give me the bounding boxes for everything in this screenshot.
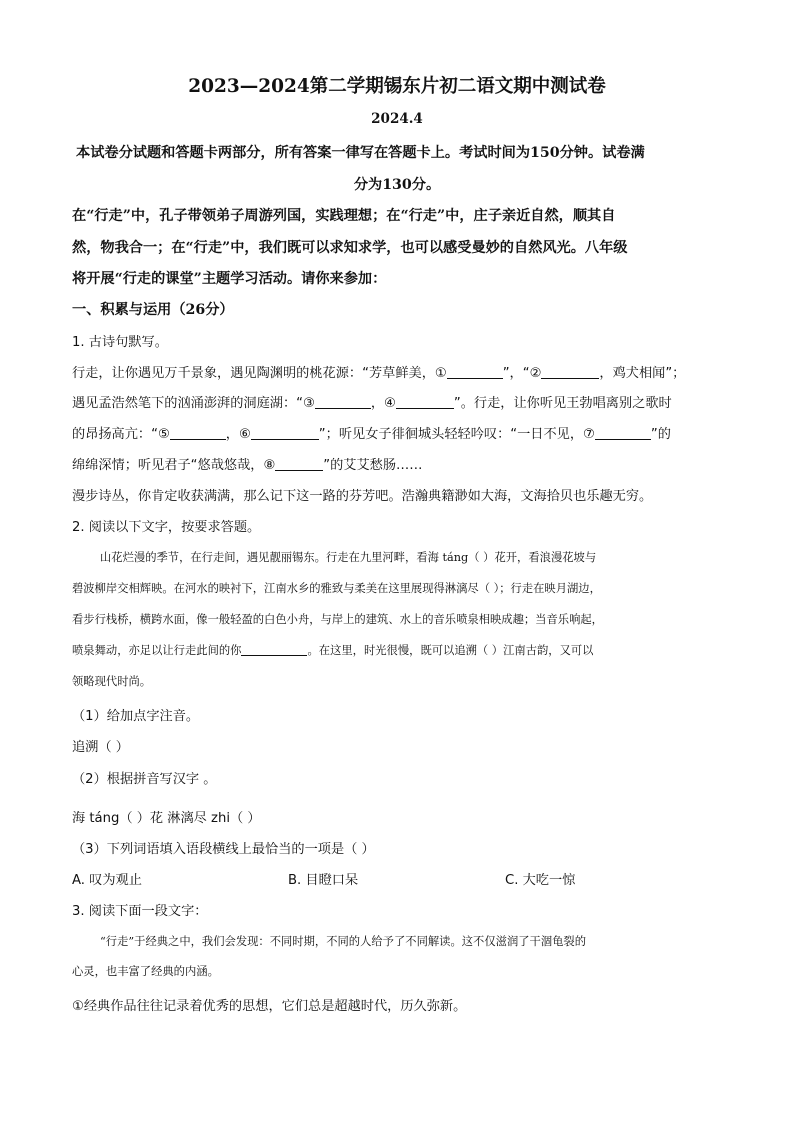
- q1-line-4: 绵绵深情；听见君子“悠哉悠哉，⑧ ”的艾艾愁肠……: [72, 458, 423, 473]
- q2-sub2-answer[interactable]: 海 táng（ ）花 淋漓尽 zhi（ ）: [72, 811, 261, 826]
- q2-passage-line-5: 领略现代时尚。: [72, 675, 152, 688]
- notice-line-1: 本试卷分试题和答题卡两部分，所有答案一律写在答题卡上。考试时间为150分钟。试卷满: [76, 145, 645, 161]
- q1-line-5: 漫步诗丛，你肯定收获满满，那么记下这一路的芬芳吧。浩瀚典籍渺如大海，文海拾贝也乐趣无穷。: [72, 489, 653, 504]
- q2-passage-line-1: 山花烂漫的季节，在行走间，遇见靓丽锡东。行走在九里河畔，看海 táng（ ）花开，看浪漫花坡与: [100, 551, 597, 564]
- answer-blank-8[interactable]: [275, 456, 323, 471]
- answer-blank-4[interactable]: [396, 394, 454, 409]
- q3-passage-line-2: 心灵，也丰富了经典的内涵。: [72, 965, 219, 978]
- intro-line-3: 将开展“行走的课堂”主题学习活动。请你来参加：: [72, 271, 387, 287]
- notice-line-2: 分为130分。: [353, 177, 441, 193]
- q1-title: 1. 古诗句默写。: [72, 335, 168, 350]
- option-b[interactable]: B. 目瞪口呆: [288, 873, 359, 888]
- q2-sub1-answer[interactable]: 追溯（ ）: [72, 740, 129, 755]
- q1-line-2: 遇见孟浩然笔下的汹涌澎湃的洞庭湖：“③ ，④ ”。行走，让你听见王勃唱离别之歌时: [72, 396, 672, 411]
- answer-blank-6[interactable]: [251, 425, 319, 440]
- page-title: 2023—2024第二学期锡东片初二语文期中测试卷: [188, 76, 606, 97]
- exam-date: 2024.4: [371, 111, 423, 127]
- answer-blank-3[interactable]: [315, 394, 371, 409]
- answer-blank-passage[interactable]: [241, 643, 307, 656]
- q3-passage-line-1: “行走”于经典之中，我们会发现：不同时期，不同的人给予了不同解读。这不仅滋润了干涸龟裂的: [100, 935, 587, 948]
- answer-blank-5[interactable]: [170, 425, 226, 440]
- q2-passage-line-3: 看步行栈桥，横跨水面，像一般轻盈的白色小舟，与岸上的建筑、水上的音乐喷泉相映成趣；当音乐响起，: [72, 613, 603, 626]
- q2-sub3: （3）下列词语填入语段横线上最恰当的一项是（ ）: [72, 842, 375, 857]
- intro-line-2: 然，物我合一；在“行走”中，我们既可以求知求学，也可以感受曼妙的自然风光。八年级: [72, 240, 628, 256]
- q2-sub2: （2）根据拼音写汉字 。: [72, 772, 217, 787]
- answer-blank-7[interactable]: [595, 425, 651, 440]
- intro-line-1: 在“行走”中，孔子带领弟子周游列国，实践理想；在“行走”中，庄子亲近自然，顺其自: [72, 208, 616, 224]
- q1-line-1: 行走，让你遇见万千景象，遇见陶渊明的桃花源：“芳草鲜美，① ”，“② ，鸡犬相闻”；: [72, 366, 686, 381]
- option-a[interactable]: A. 叹为观止: [72, 873, 142, 888]
- answer-blank-2[interactable]: [541, 364, 599, 379]
- section-heading: 一、积累与运用（26分）: [72, 302, 234, 318]
- q3-statement-1: ①经典作品往往记录着优秀的思想，它们总是超越时代，历久弥新。: [72, 999, 467, 1014]
- q2-passage-line-4: 喷泉舞动，亦足以让行走此间的你 。在这里，时光很慢，既可以追溯（ ）江南古韵，又可以: [72, 644, 594, 657]
- answer-blank-1[interactable]: [447, 364, 503, 379]
- q1-line-3: 的昂扬高亢：“⑤ ，⑥ ”；听见女子徘徊城头轻轻吟叹：“一日不见，⑦ ”的: [72, 427, 671, 442]
- q2-sub1: （1）给加点字注音。: [72, 709, 200, 724]
- option-c[interactable]: C. 大吃一惊: [505, 873, 576, 888]
- q3-title: 3. 阅读下面一段文字：: [72, 904, 208, 919]
- q2-title: 2. 阅读以下文字，按要求答题。: [72, 520, 261, 535]
- q2-passage-line-2: 碧波柳岸交相辉映。在河水的映衬下，江南水乡的雅致与柔美在这里展现得淋漓尽（ ）；行走在映月湖边，: [72, 582, 601, 595]
